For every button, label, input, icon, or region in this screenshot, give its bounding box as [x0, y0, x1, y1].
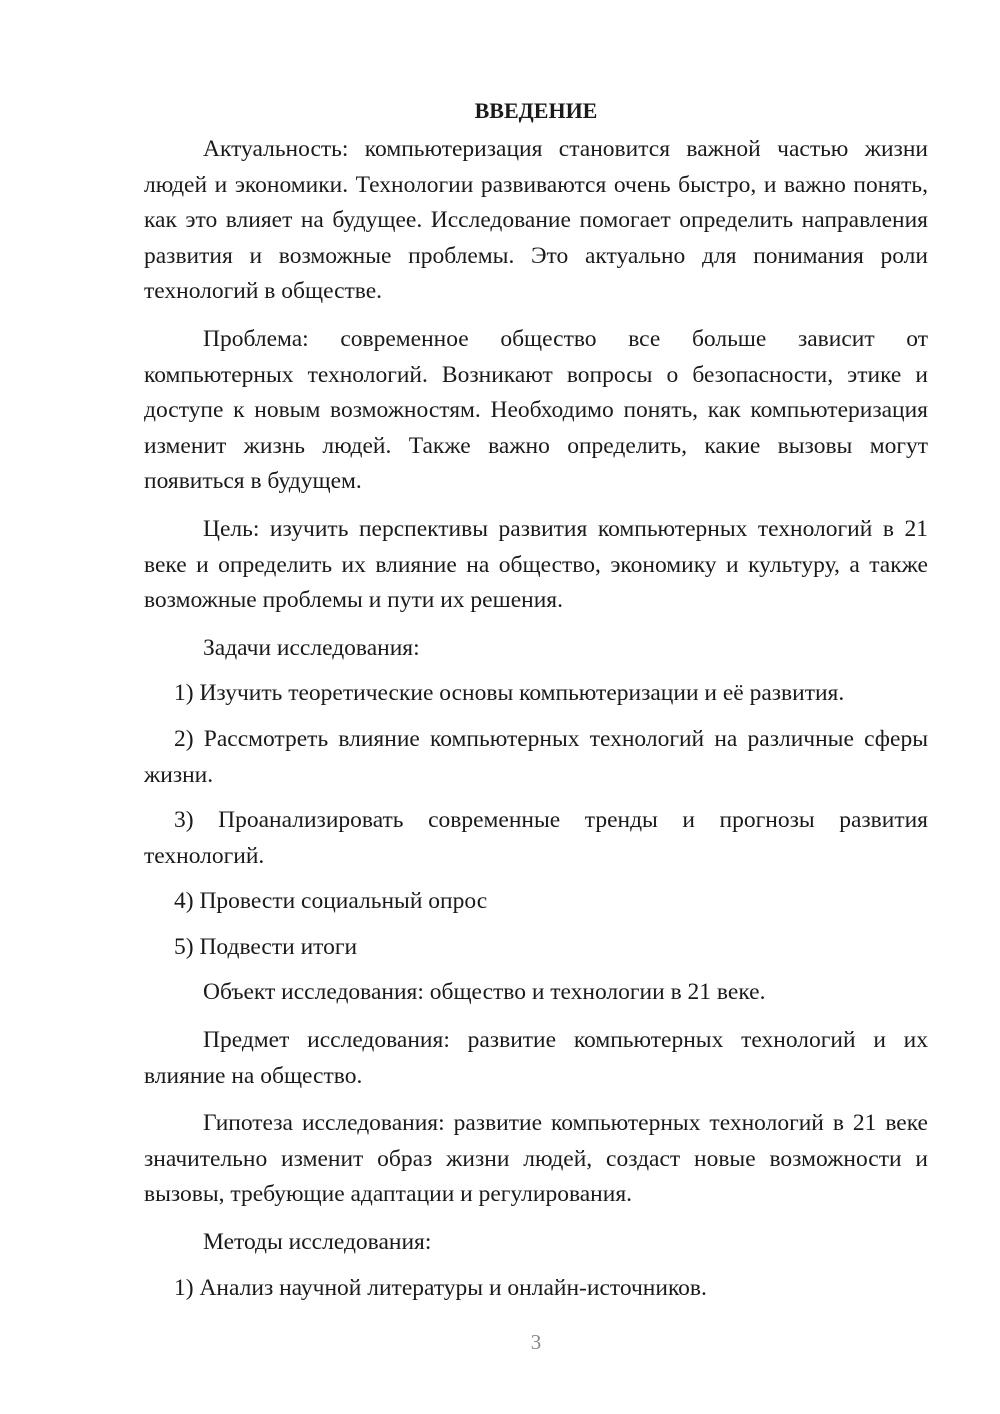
- task-item: 3) Проанализировать современные тренды и прогнозы развития технологий.: [144, 807, 928, 869]
- task-item: 4) Провести социальный опрос: [174, 888, 488, 915]
- hypothesis-paragraph: Гипотеза исследования: развитие компьютерных технологий в 21 веке значительно изменит образ жизни людей, создаст новые возможности и вызовы, требующие адаптации и регулирования.: [144, 1110, 928, 1208]
- methods-label: Методы исследования:: [203, 1229, 432, 1256]
- tasks-label: Задачи исследования:: [203, 634, 420, 661]
- page-number: 3: [530, 1330, 542, 1354]
- task-item: 2) Рассмотреть влияние компьютерных технологий на различные сферы жизни.: [144, 725, 928, 788]
- subject-paragraph: Предмет исследования: развитие компьютерных технологий и их влияние на общество.: [144, 1027, 928, 1089]
- task-item: 5) Подвести итоги: [174, 933, 358, 960]
- method-item: 1) Анализ научной литературы и онлайн-источников.: [174, 1274, 707, 1301]
- section-title: ВВЕДЕНИЕ: [474, 98, 598, 123]
- object-paragraph: Объект исследования: общество и технологии в 21 веке.: [203, 979, 766, 1006]
- problem-paragraph: Проблема: современное общество все больше зависит от компьютерных технологий. Возникают вопросы о безопасности, этике и доступе к новым возможностям. Необходимо понять, как компьютеризация изменит жизнь людей. Также важно определить, какие вызовы могут появиться в будущем.: [144, 325, 928, 495]
- page-content: [144, 94, 928, 1316]
- relevance-paragraph: Актуальность: компьютеризация становится важной частью жизни людей и экономики. Технологии развиваются очень быстро, и важно понять, как это влияет на будущее. Исследование помогает определить направления развития и возможные проблемы. Это актуально для понимания роли технологий в обществе.: [144, 136, 928, 305]
- goal-paragraph: Цель: изучить перспективы развития компьютерных технологий в 21 веке и определить их влияние на общество, экономику и культуру, а также возможные проблемы и пути их решения.: [144, 515, 928, 614]
- task-item: 1) Изучить теоретические основы компьютеризации и её развития.: [174, 680, 845, 707]
